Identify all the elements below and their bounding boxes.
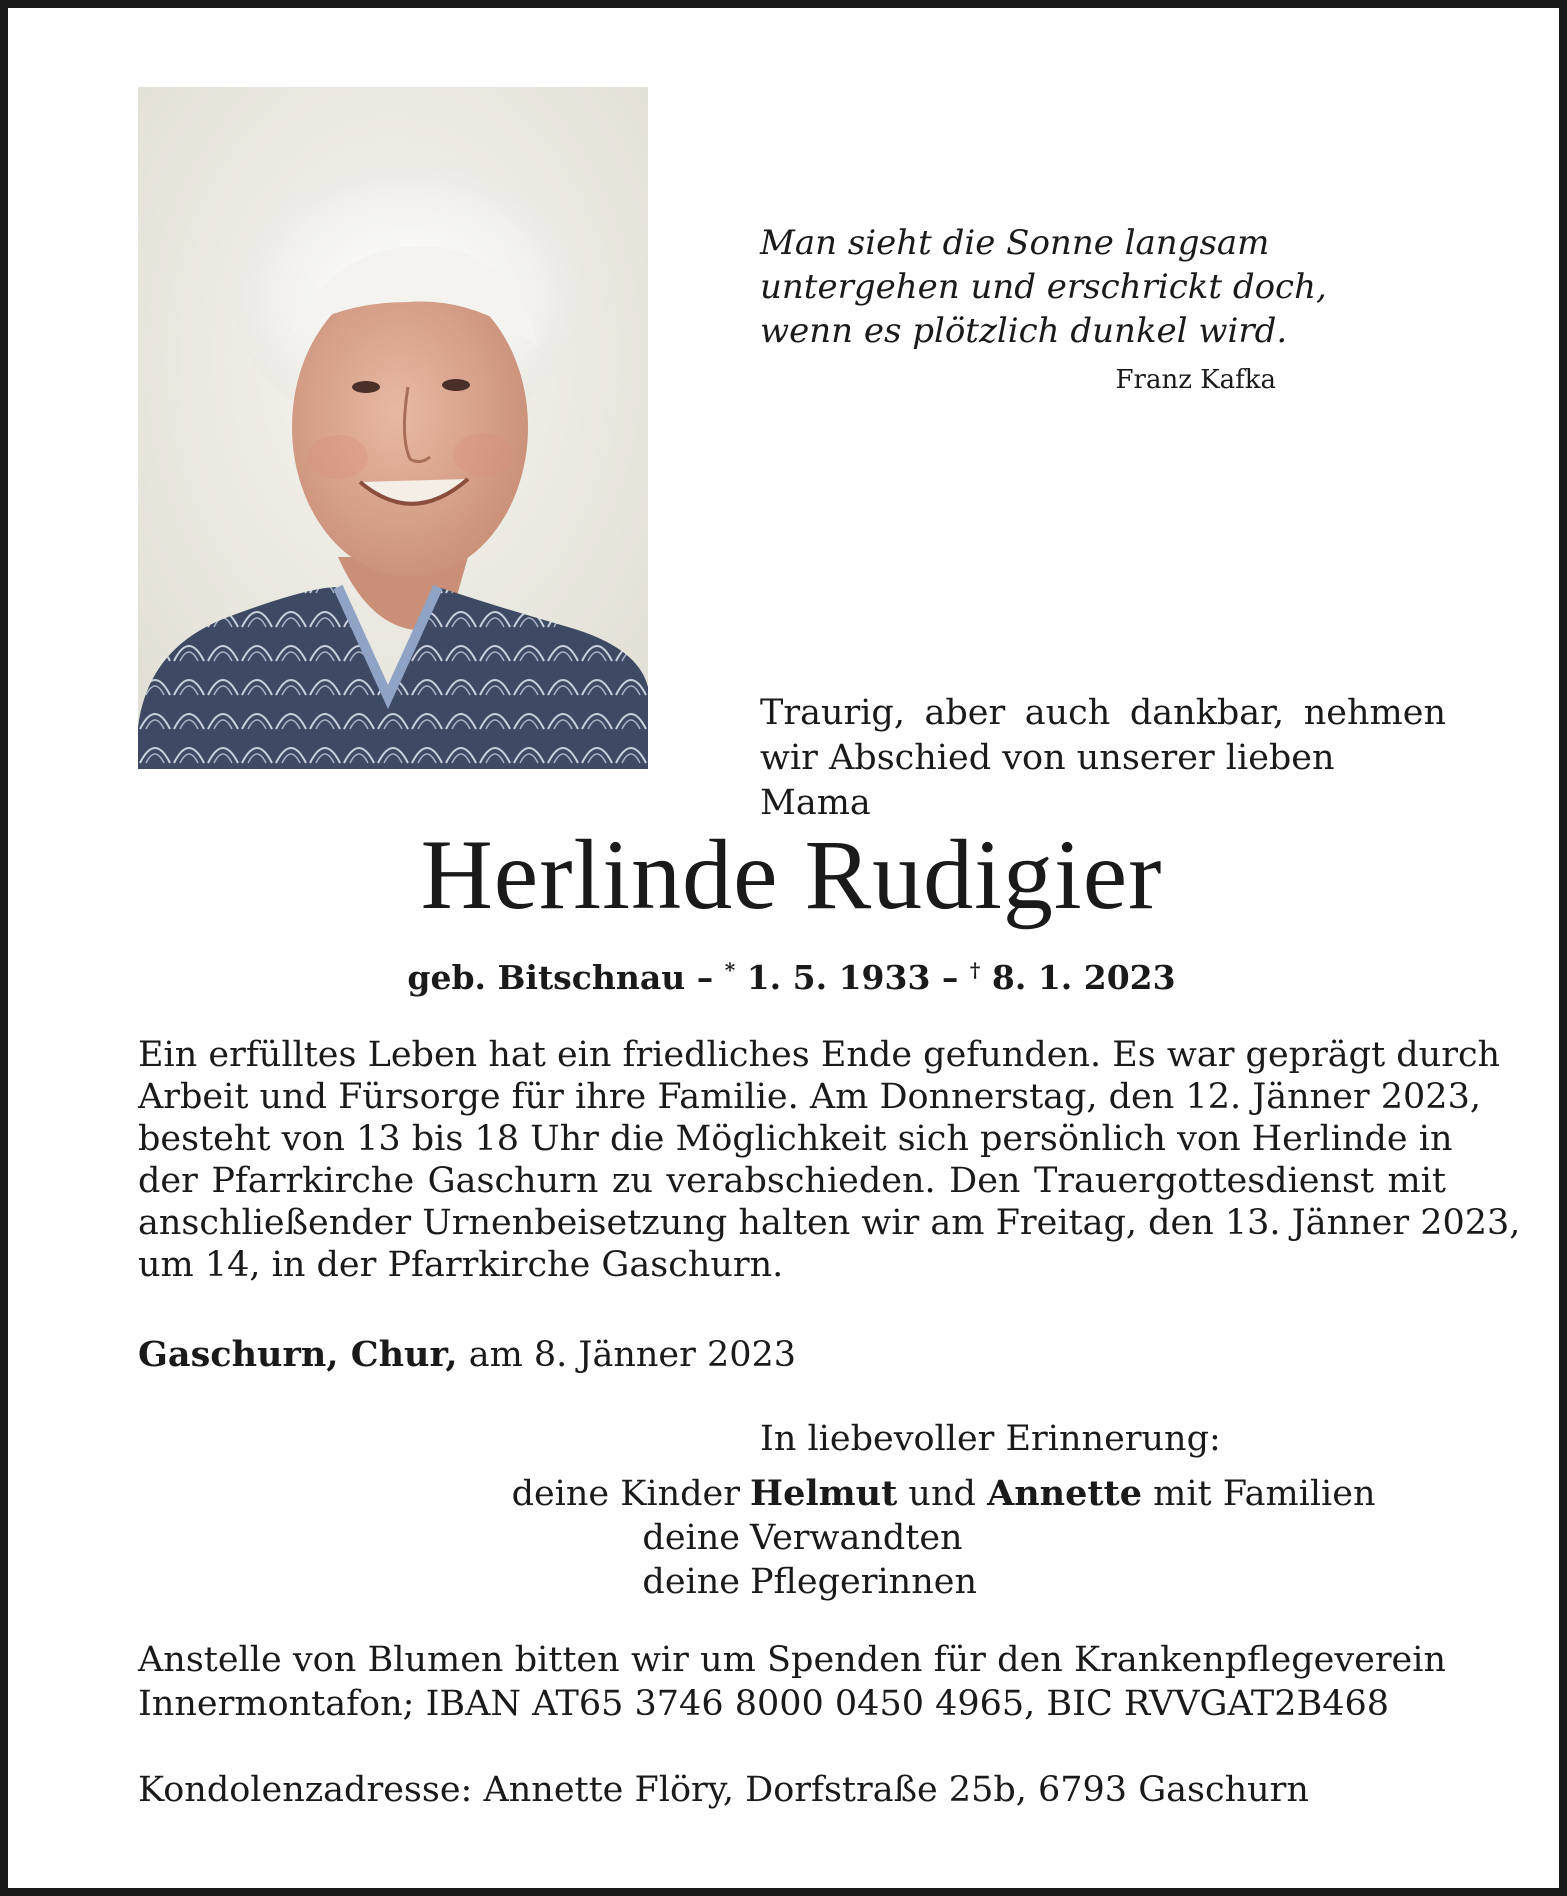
family-row-children [138,1472,1458,1516]
death-symbol: † [969,958,981,982]
birth-date: 1. 5. 1933 – [746,958,959,997]
quote-line-2: untergehen und erschrickt doch, [760,267,1327,307]
intro-line-2: wir Abschied von unserer lieben Mama [760,738,1335,823]
memory-heading: In liebevoller Erinnerung: [760,1419,1221,1459]
place-date: am 8. Jänner 2023 [468,1335,797,1375]
intro-line-1: Traurig, aber auch dankbar, nehmen [760,693,1446,733]
portrait-illustration [138,87,648,769]
family-row-carers [138,1560,1458,1604]
donation-line-1: Anstelle von Blumen bitten wir um Spenden für den Krankenpflegeverein [138,1640,1446,1680]
body-line-5: anschließender Urnenbeisetzung halten wir am Freitag, den 13. Jänner 2023, [138,1203,1521,1243]
carers-prefix: deine [642,1562,740,1602]
child-name-1: Helmut [750,1473,898,1514]
body-line-4: der Pfarrkirche Gaschurn zu verabschieden. Den Trauergottesdienst mit [138,1161,1446,1201]
body-line-1: Ein erfülltes Leben hat ein friedliches Ende gefunden. Es war geprägt durch [138,1035,1501,1075]
deceased-name: Herlinde Rudigier [420,819,1163,930]
family-list [138,1472,1458,1604]
intro-text [760,691,1446,826]
donation-line-2: Innermontafon; IBAN AT65 3746 8000 0450 4965, BIC RVVGAT2B468 [138,1684,1389,1724]
children-prefix: deine Kinder [511,1474,740,1514]
children-names [750,1472,1376,1516]
body-line-2: Arbeit und Fürsorge für ihre Familie. Am Donnerstag, den 12. Jänner 2023, [138,1077,1481,1117]
donation-note [138,1638,1446,1726]
relatives-label: Verwandten [750,1518,963,1558]
children-connector: und [908,1474,976,1514]
condolence-address: Kondolenzadresse: Annette Flöry, Dorfstraße 25b, 6793 Gaschurn [138,1770,1309,1810]
maiden-name: geb. Bitschnau – [407,958,714,997]
body-line-6: um 14, in der Pfarrkirche Gaschurn. [138,1245,784,1285]
birth-symbol: * [724,958,736,982]
quote-line-3: wenn es plötzlich dunkel wird. [760,311,1288,351]
carers-label: Pflegerinnen [750,1562,977,1602]
place-location: Gaschurn, Chur, [138,1334,458,1375]
kafka-quote [760,221,1327,353]
death-date: 8. 1. 2023 [991,958,1176,997]
body-line-3: besteht von 13 bis 18 Uhr die Möglichkeit sich persönlich von Herlinde in [138,1119,1453,1159]
quote-author: Franz Kafka [1115,365,1276,395]
portrait-photo [138,87,648,769]
family-row-relatives [138,1516,1458,1560]
place-date-line [138,1333,1438,1377]
child-name-2: Annette [987,1473,1142,1514]
relatives-prefix: deine [642,1518,740,1558]
birth-death-line [8,948,1567,1000]
obituary-body [138,1034,1521,1286]
children-suffix: mit Familien [1153,1474,1376,1514]
quote-line-1: Man sieht die Sonne langsam [760,223,1270,263]
